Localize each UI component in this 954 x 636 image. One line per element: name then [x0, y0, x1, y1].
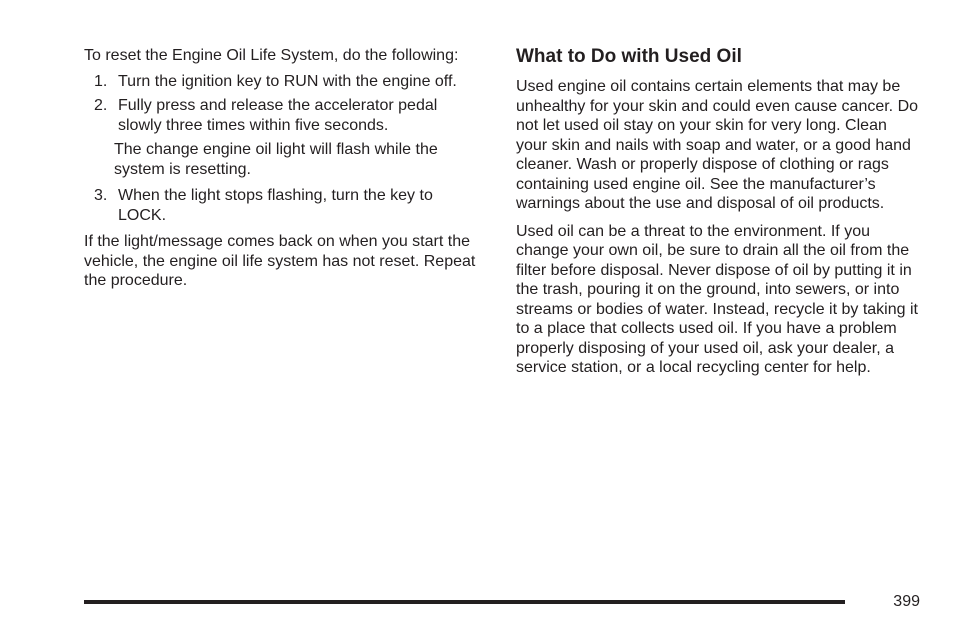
section-heading: What to Do with Used Oil — [516, 46, 742, 67]
step-note: The change engine oil light will flash while the system is resetting. — [114, 141, 438, 178]
footer-rule — [84, 600, 845, 604]
step-text: When the light stops flashing, turn the key to LOCK. — [118, 187, 433, 224]
list-item — [84, 72, 486, 92]
closing-paragraph: If the light/message comes back on when you start the vehicle, the engine oil life system has not reset. Repeat the procedure. — [84, 233, 476, 289]
reset-intro: To reset the Engine Oil Life System, do the following: — [84, 47, 459, 64]
paragraph-environment: Used oil can be a threat to the environment. If you change your own oil, be sure to drain all the oil from the filter before disposal. Never dispose of oil by putting it in the trash, pouring it on the ground, into sewers, or into streams or bodies of water. Instead, recycle it by taking it to a place that collects used oil. If you have a problem properly disposing of your used oil, ask your dealer, a service station, or a local recycling center for help. — [516, 222, 918, 376]
left-column — [84, 46, 486, 291]
step-number: 1. — [94, 72, 108, 90]
page-number: 399 — [893, 593, 920, 610]
step-text: Fully press and release the accelerator pedal slowly three times within five seconds. — [118, 97, 438, 134]
list-item — [84, 186, 486, 225]
step-number: 2. — [94, 97, 108, 114]
right-column — [516, 46, 922, 378]
step-text: Turn the ignition key to RUN with the engine off. — [118, 72, 457, 90]
step-number: 3. — [94, 187, 108, 204]
list-item — [84, 96, 486, 135]
paragraph-health: Used engine oil contains certain elements that may be unhealthy for your skin and could even cause cancer. Do not let used oil stay on your skin for very long. Clean your skin and nails with soap and water, or a good hand cleaner. Wash or properly dispose of clothing or rags containing used engine oil. See the manufacturer’s warnings about the use and disposal of oil products. — [516, 78, 919, 212]
